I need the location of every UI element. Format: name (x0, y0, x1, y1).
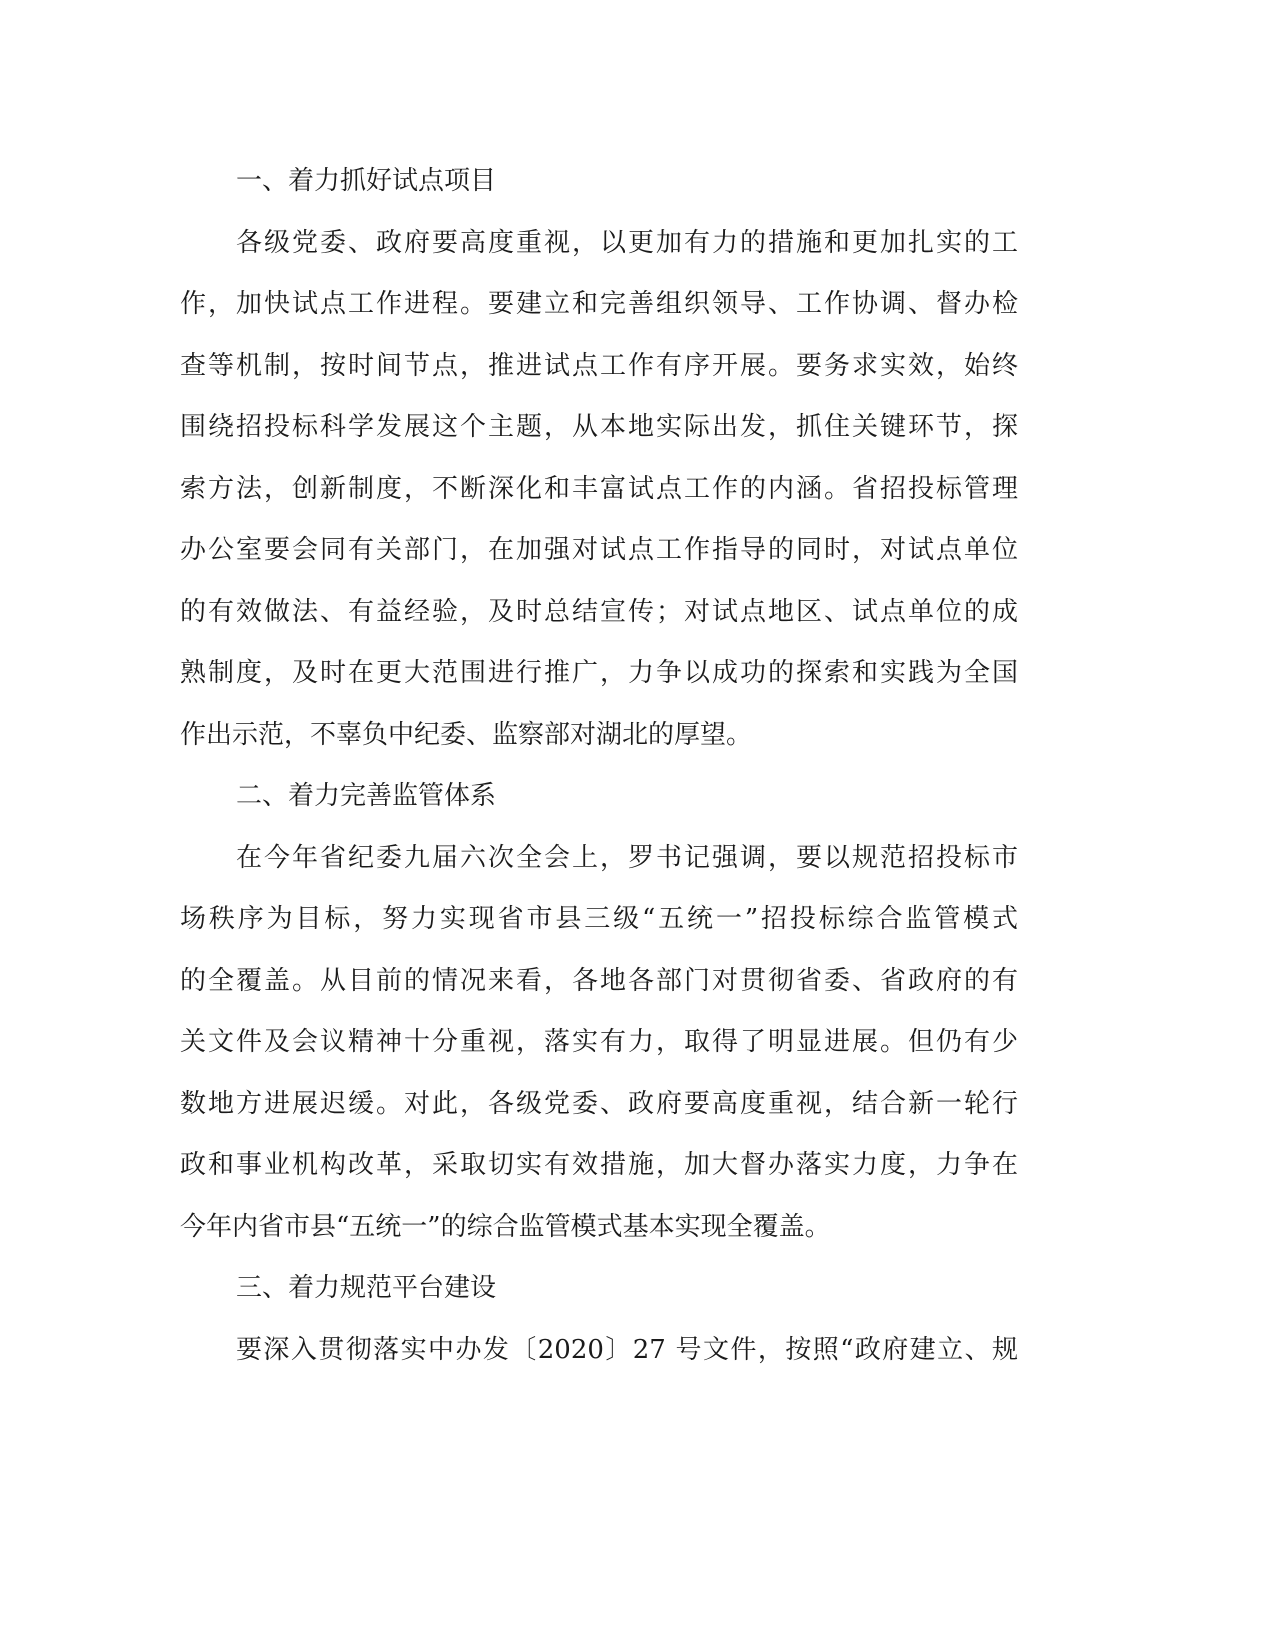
paragraph-2-line-1: 在今年省纪委九届六次全会上，罗书记强调，要以规范招投标市 (236, 842, 1018, 873)
paragraph-2-line-3: 的全覆盖。从目前的情况来看，各地各部门对贯彻省委、省政府的有 (180, 965, 1018, 996)
paragraph-3-line-1: 要深入贯彻落实中办发〔2020〕27 号文件，按照“政府建立、规 (236, 1334, 1018, 1365)
document-page (180, 151, 1018, 1381)
heading-2: 二、着力完善监管体系 (236, 781, 497, 811)
paragraph-2-line-4: 关文件及会议精神十分重视，落实有力，取得了明显进展。但仍有少 (180, 1027, 1018, 1057)
paragraph-1-line-4: 围绕招投标科学发展这个主题，从本地实际出发，抓住关键环节，探 (180, 412, 1018, 442)
paragraph-1-line-6: 办公室要会同有关部门，在加强对试点工作指导的同时，对试点单位 (180, 535, 1018, 565)
paragraph-1-line-2: 作，加快试点工作进程。要建立和完善组织领导、工作协调、督办检 (180, 289, 1018, 319)
paragraph-1-line-8: 熟制度，及时在更大范围进行推广，力争以成功的探索和实践为全国 (180, 658, 1018, 688)
paragraph-1-line-5: 索方法，创新制度，不断深化和丰富试点工作的内涵。省招投标管理 (180, 473, 1018, 504)
paragraph-1-line-1: 各级党委、政府要高度重视，以更加有力的措施和更加扎实的工 (236, 227, 1018, 258)
paragraph-2-line-5: 数地方进展迟缓。对此，各级党委、政府要高度重视，结合新一轮行 (180, 1088, 1018, 1119)
paragraph-2-line-6: 政和事业机构改革，采取切实有效措施，加大督办落实力度，力争在 (180, 1150, 1018, 1180)
paragraph-1-line-9: 作出示范，不辜负中纪委、监察部对湖北的厚望。 (180, 719, 753, 750)
heading-3: 三、着力规范平台建设 (236, 1273, 497, 1303)
paragraph-1-line-7: 的有效做法、有益经验，及时总结宣传；对试点地区、试点单位的成 (180, 596, 1018, 627)
paragraph-2-line-7: 今年内省市县“五统一”的综合监管模式基本实现全覆盖。 (180, 1211, 831, 1242)
paragraph-2-line-2: 场秩序为目标，努力实现省市县三级“五统一”招投标综合监管模式 (180, 904, 1018, 934)
paragraph-1-line-3: 查等机制，按时间节点，推进试点工作有序开展。要务求实效，始终 (180, 350, 1018, 381)
heading-1: 一、着力抓好试点项目 (236, 166, 497, 196)
